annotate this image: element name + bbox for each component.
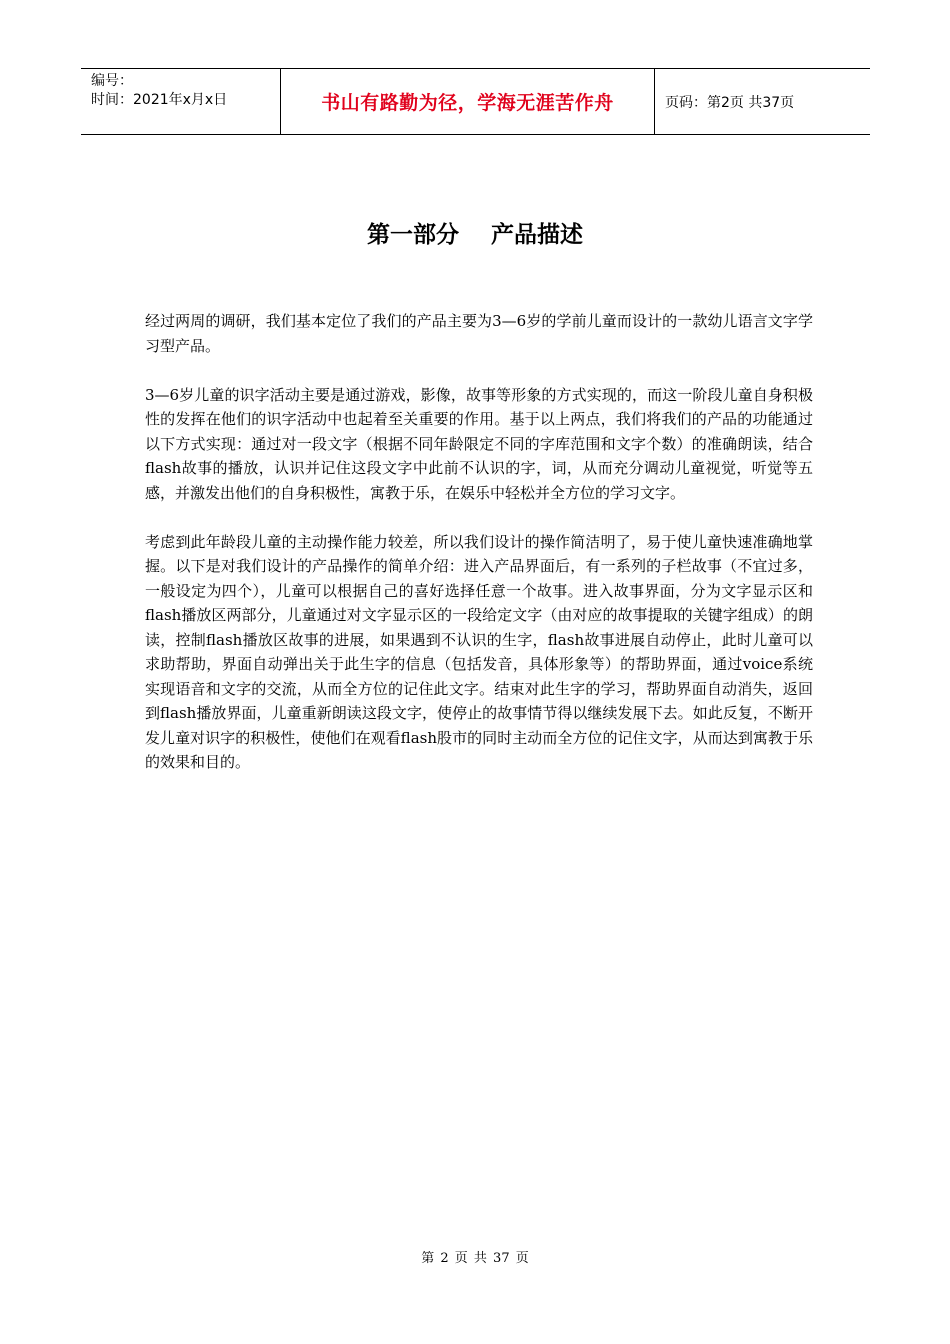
header-time-label: 时间：2021年x月x日	[91, 92, 228, 108]
header-page-info: 页码：第2页 共37页	[665, 94, 795, 111]
header-motto: 书山有路勤为径，学海无涯苦作舟	[281, 69, 655, 134]
paragraph-2: 3—6岁儿童的识字活动主要是通过游戏，影像，故事等形象的方式实现的，而这一阶段儿童自身积极性的发挥在他们的识字活动中也起着至关重要的作用。基于以上两点，我们将我们的产品的功能通过以下方式实现：通过对一段文字（根据不同年龄限定不同的字库范围和文字个数）的准确朗读，结合flash故事的播放，认识并记住这段文字中此前不认识的字，词，从而充分调动儿童视觉，听觉等五感，并激发出他们的自身积极性，寓教于乐，在娱乐中轻松并全方位的学习文字。	[145, 385, 813, 502]
header-number-label: 编号：	[91, 73, 133, 89]
header-meta	[81, 69, 281, 134]
body-content	[145, 309, 813, 799]
section-title: 第一部分 产品描述	[366, 222, 584, 248]
page-header	[81, 68, 870, 135]
page-footer: 第 2 页 共 37 页	[421, 1251, 529, 1266]
paragraph-3: 考虑到此年龄段儿童的主动操作能力较差，所以我们设计的操作简洁明了，易于使儿童快速准确地掌握。以下是对我们设计的产品操作的简单介绍：进入产品界面后，有一系列的子栏故事（不宜过多，一般设定为四个），儿童可以根据自己的喜好选择任意一个故事。进入故事界面，分为文字显示区和flash播放区两部分，儿童通过对文字显示区的一段给定文字（由对应的故事提取的关键字组成）的朗读，控制flash播放区故事的进展，如果遇到不认识的生字，flash故事进展自动停止，此时儿童可以求助帮助，界面自动弹出关于此生字的信息（包括发音，具体形象等）的帮助界面，通过voice系统实现语音和文字的交流，从而全方位的记住此文字。结束对此生字的学习，帮助界面自动消失，返回到flash播放界面，儿童重新朗读这段文字，使停止的故事情节得以继续发展下去。如此反复，不断开发儿童对识字的积极性，使他们在观看flash股市的同时主动而全方位的记住文字，从而达到寓教于乐的效果和目的。	[145, 532, 813, 771]
paragraph-1: 经过两周的调研，我们基本定位了我们的产品主要为3—6岁的学前儿童而设计的一款幼儿语言文字学习型产品。	[145, 312, 813, 355]
